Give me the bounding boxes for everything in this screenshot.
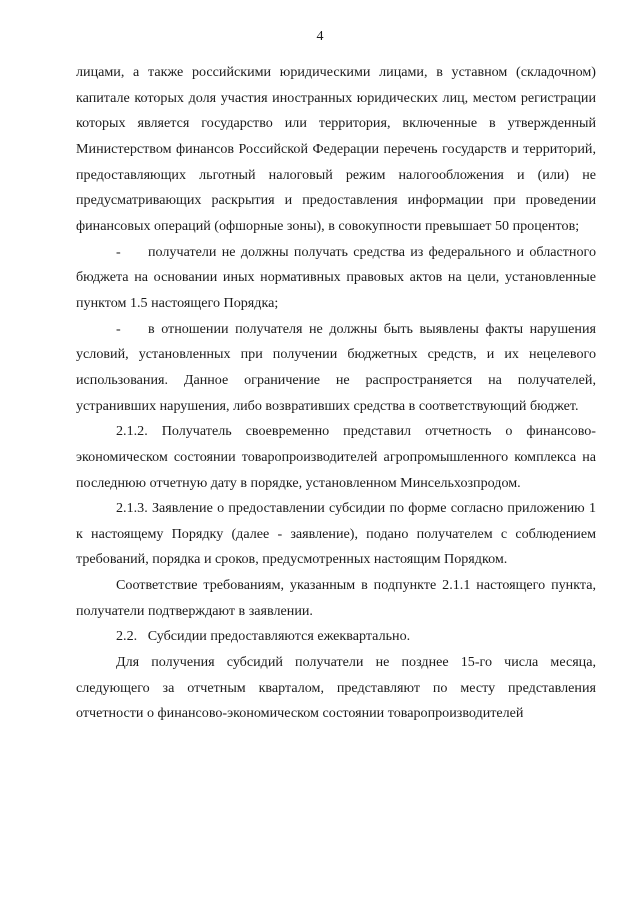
paragraph-2-1-2: 2.1.2. Получатель своевременно представил отчетность о финансово-экономическом состоянии товаропроизводителей агропромышленного комплекса на последнюю отчетную дату в порядке, установленном Минсельхозпродом. — [76, 423, 596, 491]
paragraph-subsidy-procedure: Для получения субсидий получатели не позднее 15-го числа месяца, следующего за отчетным кварталом, представляют по месту представления отчетности о финансово-экономическом состоянии товаропроизводителей — [76, 654, 596, 722]
paragraph-continuation: лицами, а также российскими юридическими лицами, в уставном (складочном) капитале которых доля участия иностранных юридических лиц, местом регистрации которых является государство или территория, включенные в утвержденный Министерством финансов Российской Федерации перечень государств и территорий, предоставляющих льготный налоговый режим налогообложения и (или) не предусматривающих раскрытия и предоставления информации при проведении финансовых операций (офшорные зоны), в совокупности превышает 50 процентов; — [76, 64, 596, 234]
bullet-dash: - — [116, 243, 121, 260]
bullet-item-violations — [76, 317, 596, 420]
bullet-item-funding — [76, 240, 596, 317]
bullet-text: в отношении получателя не должны быть выявлены факты нарушения условий, установленных при получении бюджетных средств, и их нецелевого использования. Данное ограничение не распространяется на получателей, устранивших нарушения, либо возвративших средства в соответствующий бюджет. — [76, 320, 596, 414]
paragraph-2-2: 2.2. Субсидии предоставляются ежеквартально. — [116, 628, 411, 645]
paragraph-2-1-3: 2.1.3. Заявление о предоставлении субсидии по форме согласно приложению 1 к настоящему Порядку (далее - заявление), подано получателем с соблюдением требований, порядка и сроков, предусмотренных настоящим Порядком. — [76, 500, 596, 568]
paragraph-confirmation: Соответствие требованиям, указанным в подпункте 2.1.1 настоящего пункта, получатели подтверждают в заявлении. — [76, 577, 596, 619]
bullet-text: получатели не должны получать средства из федерального и областного бюджета на основании иных нормативных правовых актов на цели, установленные пунктом 1.5 настоящего Порядка; — [76, 243, 596, 311]
bullet-dash: - — [116, 320, 121, 337]
document-body — [76, 60, 596, 727]
page-number: 4 — [316, 29, 324, 44]
